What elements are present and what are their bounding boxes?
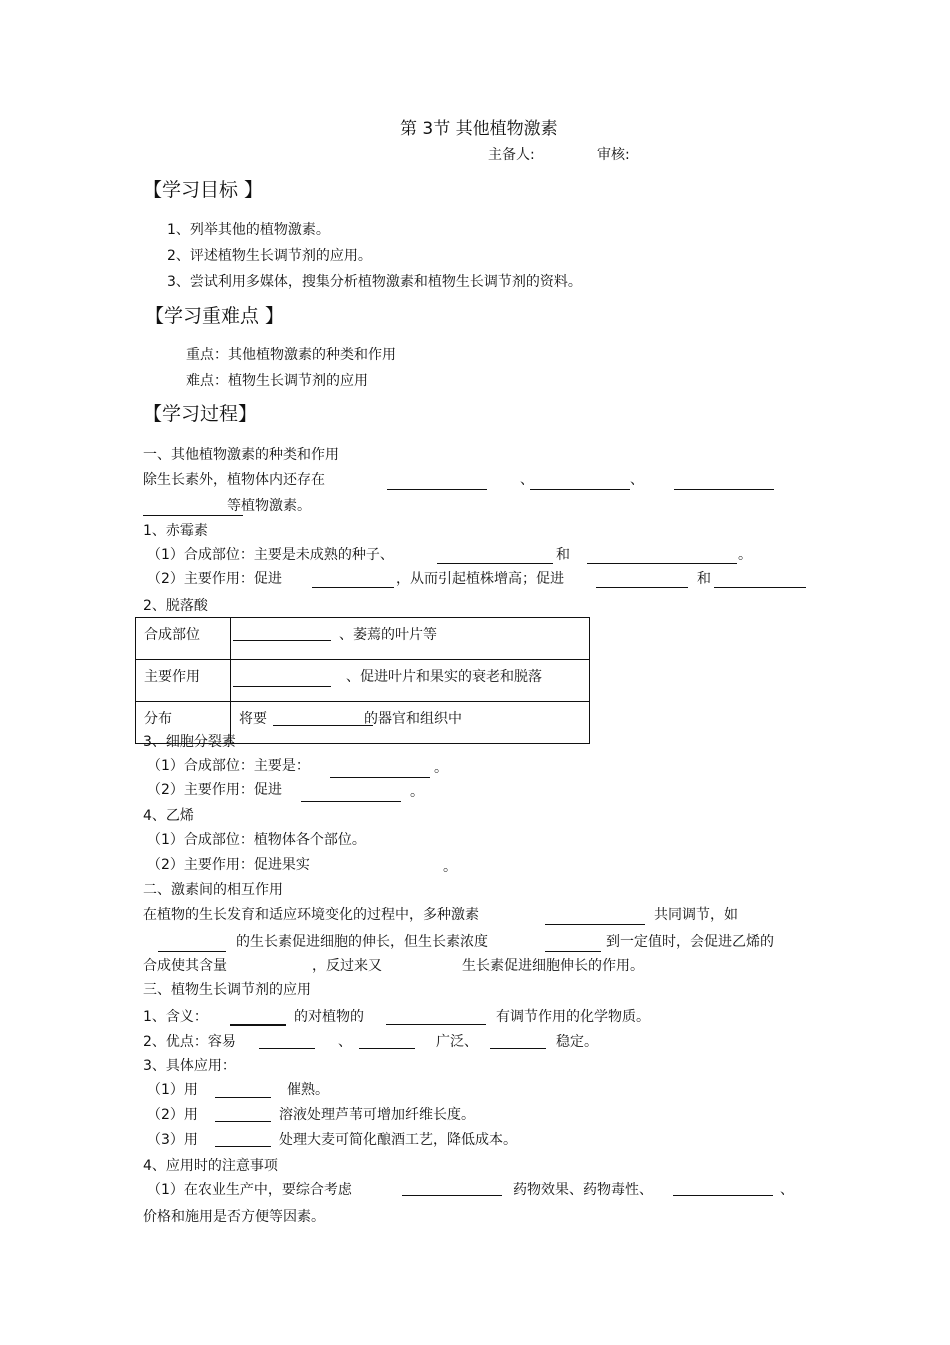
preparer-label: 主备人: [488, 147, 535, 163]
part1-title: 一、其他植物激素的种类和作用 [143, 447, 339, 463]
meaning-mid: 的对植物的 [294, 1009, 364, 1025]
fill-blank[interactable] [233, 686, 331, 687]
fill-blank[interactable] [545, 924, 645, 925]
page-title: 第 3节 其他植物激素 [400, 119, 558, 139]
table-row [136, 618, 590, 660]
fill-blank[interactable] [359, 1048, 415, 1049]
apply-item-3-end: 处理大麦可简化酿酒工艺，降低成本。 [279, 1132, 517, 1148]
table-row [136, 660, 590, 702]
table-cell-label: 分布 [136, 702, 231, 744]
ethylene-line2-end: 。 [443, 859, 457, 875]
fill-blank[interactable] [673, 1195, 773, 1196]
apply-item-2-end: 溶液处理芦苇可增加纤维长度。 [279, 1107, 475, 1123]
fill-blank[interactable] [437, 563, 553, 564]
process-heading: 【学习过程】 [143, 403, 258, 425]
fill-blank[interactable] [158, 951, 226, 952]
notes-title: 4、应用时的注意事项 [143, 1158, 278, 1174]
part2-line3-mid: ，反过来又 [312, 958, 382, 974]
cytokinin-line2-end: 。 [410, 784, 424, 800]
table-cell [231, 618, 590, 660]
advantage-mid: 广泛、 [436, 1034, 478, 1050]
apply-title: 3、具体应用： [143, 1058, 236, 1074]
separator: 、 [630, 472, 644, 488]
goal-item: 3、尝试利用多媒体，搜集分析植物激素和植物生长调节剂的资料。 [167, 274, 582, 290]
keypoints-heading: 【学习重难点 】 [145, 305, 285, 327]
cytokinin-title: 3、细胞分裂素 [143, 734, 236, 750]
table-cell [231, 702, 590, 744]
gibberellin-line2-mid: ，从而引起植株增高；促进 [396, 571, 564, 587]
aba-title: 2、脱落酸 [143, 598, 208, 614]
fill-blank[interactable] [230, 1024, 286, 1026]
gibberellin-and: 和 [556, 547, 570, 563]
notes-line1: （1）在农业生产中，要综合考虑 [147, 1182, 352, 1198]
meaning-label: 1、含义： [143, 1009, 208, 1025]
fill-blank[interactable] [215, 1146, 271, 1147]
cytokinin-line1-end: 。 [434, 760, 448, 776]
notes-line1-end: 、 [780, 1182, 794, 1198]
table-text: 、促进叶片和果实的衰老和脱落 [346, 669, 542, 685]
apply-item-1-end: 催熟。 [287, 1082, 329, 1098]
fill-blank[interactable] [273, 725, 373, 726]
fill-blank[interactable] [259, 1048, 315, 1049]
notes-line2: 价格和施用是否方便等因素。 [143, 1209, 325, 1225]
gibberellin-title: 1、赤霉素 [143, 523, 208, 539]
separator: 、 [520, 472, 534, 488]
fill-blank[interactable] [215, 1121, 271, 1122]
apply-item-1: （1）用 [147, 1082, 198, 1098]
gibberellin-line1: （1）合成部位：主要是未成熟的种子、 [147, 547, 394, 563]
fill-blank[interactable] [490, 1048, 546, 1049]
fill-blank[interactable] [674, 489, 774, 490]
part1-intro-end: 等植物激素。 [227, 498, 311, 514]
part2-line1: 在植物的生长发育和适应环境变化的过程中，多种激素 [143, 907, 479, 923]
advantage-sep: 、 [338, 1034, 352, 1050]
gibberellin-end: 。 [738, 547, 752, 563]
fill-blank[interactable] [402, 1195, 502, 1196]
fill-blank[interactable] [596, 587, 688, 588]
part3-title: 三、植物生长调节剂的应用 [143, 982, 311, 998]
table-cell-label: 合成部位 [136, 618, 231, 660]
fill-blank[interactable] [387, 489, 487, 490]
part2-title: 二、激素间的相互作用 [143, 882, 283, 898]
part2-line2-end: 到一定值时，会促进乙烯的 [606, 934, 774, 950]
apply-item-2: （2）用 [147, 1107, 198, 1123]
part2-line3-end: 生长素促进细胞伸长的作用。 [462, 958, 644, 974]
difficult-point: 难点：植物生长调节剂的应用 [186, 373, 368, 389]
table-text: 将要 [239, 711, 267, 727]
part2-line1-end: 共同调节，如 [654, 907, 738, 923]
part2-line2: 的生长素促进细胞的伸长，但生长素浓度 [236, 934, 488, 950]
fill-blank[interactable] [386, 1024, 486, 1025]
key-point: 重点：其他植物激素的种类和作用 [186, 347, 396, 363]
fill-blank[interactable] [330, 777, 430, 778]
fill-blank[interactable] [233, 640, 331, 641]
reviewer-label: 审核: [597, 147, 630, 163]
table-text: 、萎蔫的叶片等 [339, 627, 437, 643]
goal-item: 2、评述植物生长调节剂的应用。 [167, 248, 372, 264]
goals-heading: 【学习目标 】 [143, 179, 264, 201]
advantage-end: 稳定。 [556, 1034, 598, 1050]
ethylene-line1: （1）合成部位：植物体各个部位。 [147, 832, 366, 848]
fill-blank[interactable] [587, 563, 737, 564]
fill-blank[interactable] [545, 951, 601, 952]
gibberellin-line2: （2）主要作用：促进 [147, 571, 282, 587]
advantage-label: 2、优点：容易 [143, 1034, 236, 1050]
part1-intro: 除生长素外，植物体内还存在 [143, 472, 325, 488]
goal-item: 1、列举其他的植物激素。 [167, 222, 330, 238]
gibberellin-line2-and: 和 [697, 571, 711, 587]
ethylene-title: 4、乙烯 [143, 808, 194, 824]
table-cell [231, 660, 590, 702]
part2-line3: 合成使其含量 [143, 958, 227, 974]
fill-blank[interactable] [301, 801, 401, 802]
fill-blank[interactable] [215, 1097, 271, 1098]
table-cell-label: 主要作用 [136, 660, 231, 702]
fill-blank[interactable] [312, 587, 394, 588]
apply-item-3: （3）用 [147, 1132, 198, 1148]
fill-blank[interactable] [714, 587, 806, 588]
table-text: 的器官和组织中 [364, 711, 462, 727]
ethylene-line2: （2）主要作用：促进果实 [147, 857, 310, 873]
aba-table [135, 617, 590, 744]
notes-line1-mid: 药物效果、药物毒性、 [513, 1182, 653, 1198]
fill-blank[interactable] [143, 515, 243, 516]
fill-blank[interactable] [530, 489, 630, 490]
meaning-end: 有调节作用的化学物质。 [496, 1009, 650, 1025]
cytokinin-line2: （2）主要作用：促进 [147, 782, 282, 798]
cytokinin-line1: （1）合成部位：主要是： [147, 758, 310, 774]
